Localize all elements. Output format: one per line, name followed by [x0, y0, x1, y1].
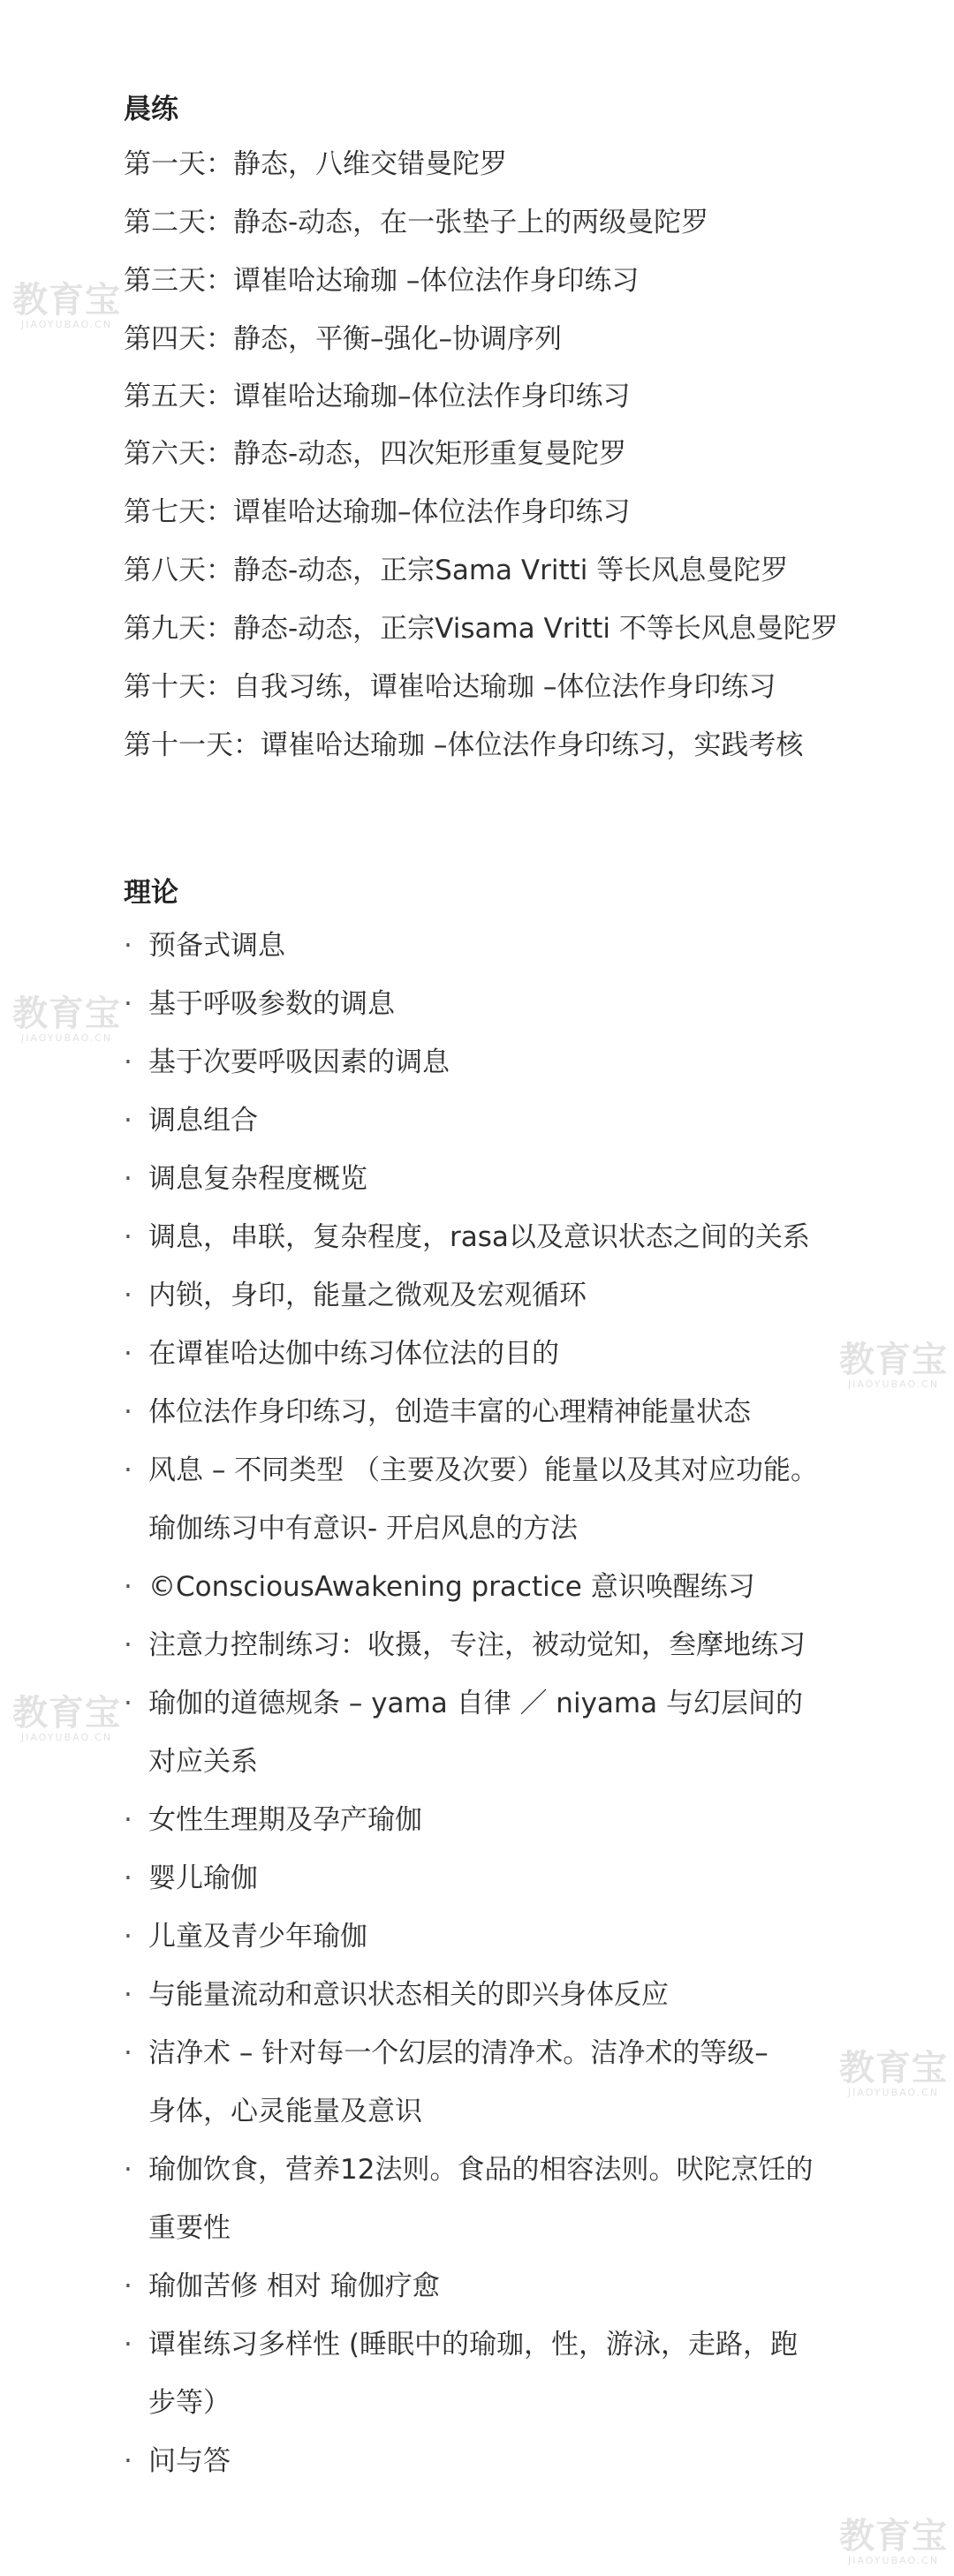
theory-item [124, 2036, 768, 2071]
theory-item-text: 儿童及青少年瑜伽 [148, 1921, 367, 1953]
theory-item [124, 1919, 367, 1954]
theory-item-text: 在谭崔哈达伽中练习体位法的目的 [148, 1338, 559, 1370]
morning-item: 第六天：静态-动态，四次矩形重复曼陀罗 [124, 438, 627, 470]
watermark-logo [839, 2047, 948, 2098]
theory-item [124, 2444, 231, 2479]
theory-item-text: 注意力控制练习：收摄，专注，被动觉知，叁摩地练习 [148, 1629, 806, 1661]
bullet-dot: · [124, 1163, 132, 1195]
watermark-text: 教育宝 [12, 993, 121, 1034]
morning-item: 第二天：静态-动态，在一张垫子上的两级曼陀罗 [124, 207, 709, 238]
bullet-dot: · [124, 2329, 132, 2361]
morning-item: 第八天：静态-动态，正宗Sama Vritti 等长风息曼陀罗 [124, 555, 789, 586]
theory-item [124, 1161, 367, 1197]
bullet-dot: · [124, 1804, 132, 1836]
bullet-dot: · [124, 1280, 132, 1311]
bullet-dot: · [124, 2270, 132, 2302]
theory-item [124, 1686, 803, 1721]
bullet-dot: · [124, 1688, 132, 1719]
theory-item-text: 基于呼吸参数的调息 [148, 988, 395, 1020]
theory-item-text: 瑜伽饮食，营养12法则。食品的相容法则。吠陀烹饪的 [148, 2154, 814, 2186]
theory-item [124, 986, 395, 1022]
bullet-dot: · [124, 1629, 132, 1661]
bullet-dot: · [124, 930, 132, 962]
morning-item: 第五天：谭崔哈达瑜珈–体位法作身印练习 [124, 381, 631, 412]
theory-item [124, 1569, 755, 1605]
theory-item-text: 婴儿瑜伽 [148, 1862, 258, 1894]
theory-item [124, 928, 285, 963]
theory-item [124, 2327, 798, 2362]
theory-item-text: 瑜伽的道德规条 – yama 自律 ／ niyama 与幻层间的 [148, 1688, 803, 1719]
theory-item-text: 与能量流动和意识状态相关的即兴身体反应 [148, 1979, 669, 2011]
theory-item [124, 1045, 450, 1080]
watermark-subtext: JIAOYUBAO.CN [20, 1732, 113, 1743]
morning-item: 第三天：谭崔哈达瑜珈 –体位法作身印练习 [124, 265, 640, 297]
bullet-dot: · [124, 988, 132, 1020]
morning-item: 第一天：静态，八维交错曼陀罗 [124, 148, 507, 180]
theory-item-text: 预备式调息 [148, 930, 285, 962]
theory-item-text: 调息组合 [148, 1105, 258, 1137]
theory-item-continuation: 重要性 [148, 2212, 231, 2244]
watermark-text: 教育宝 [839, 1339, 948, 1380]
theory-item-text: 体位法作身印练习，创造丰富的心理精神能量状态 [148, 1396, 751, 1428]
theory-item-text: 内锁，身印，能量之微观及宏观循环 [148, 1280, 587, 1311]
watermark-subtext: JIAOYUBAO.CN [847, 2087, 940, 2098]
theory-item [124, 1278, 587, 1313]
morning-item: 第十天：自我习练，谭崔哈达瑜珈 –体位法作身印练习 [124, 671, 776, 703]
watermark-logo [12, 993, 121, 1044]
watermark-logo [12, 279, 121, 330]
theory-item-text: 调息，串联，复杂程度，rasa以及意识状态之间的关系 [148, 1221, 810, 1253]
bullet-dot: · [124, 2037, 132, 2069]
bullet-dot: · [124, 1571, 132, 1603]
theory-item-continuation: 身体，心灵能量及意识 [148, 2096, 422, 2127]
theory-item-text: 调息复杂程度概览 [148, 1163, 367, 1195]
theory-item [124, 1453, 818, 1488]
watermark-text: 教育宝 [839, 2047, 948, 2089]
bullet-dot: · [124, 1046, 132, 1078]
theory-section-title: 理论 [124, 877, 178, 909]
theory-item [124, 1861, 258, 1896]
morning-section-title: 晨练 [124, 94, 178, 125]
bullet-dot: · [124, 1921, 132, 1953]
bullet-dot: · [124, 1862, 132, 1894]
watermark-text: 教育宝 [12, 1692, 121, 1734]
theory-item-text: 洁净术 – 针对每一个幻层的清净术。洁净术的等级– [148, 2037, 768, 2069]
bullet-dot: · [124, 2154, 132, 2186]
watermark-text: 教育宝 [839, 2515, 948, 2557]
theory-item [124, 1103, 258, 1138]
theory-item [124, 1802, 422, 1838]
watermark-subtext: JIAOYUBAO.CN [20, 319, 113, 330]
theory-item-text: 问与答 [148, 2445, 231, 2477]
theory-item [124, 2152, 813, 2187]
theory-item-continuation: 对应关系 [148, 1746, 258, 1778]
theory-item [124, 1977, 669, 2013]
theory-item [124, 1220, 810, 1255]
watermark-logo [12, 1692, 121, 1743]
theory-item-text: 风息 – 不同类型 （主要及次要）能量以及其对应功能。 [148, 1454, 819, 1486]
bullet-dot: · [124, 1105, 132, 1137]
theory-item-continuation: 瑜伽练习中有意识- 开启风息的方法 [148, 1513, 579, 1545]
watermark-subtext: JIAOYUBAO.CN [847, 1379, 940, 1390]
theory-item-text: 基于次要呼吸因素的调息 [148, 1046, 450, 1078]
theory-item [124, 1628, 806, 1663]
theory-item-text: 女性生理期及孕产瑜伽 [148, 1804, 422, 1836]
watermark-text: 教育宝 [12, 279, 121, 321]
watermark-logo [839, 2515, 948, 2566]
watermark-subtext: JIAOYUBAO.CN [20, 1032, 113, 1044]
morning-item: 第七天：谭崔哈达瑜珈–体位法作身印练习 [124, 496, 631, 528]
watermark-logo [839, 1339, 948, 1390]
theory-item [124, 2269, 440, 2304]
theory-item [124, 1394, 751, 1430]
bullet-dot: · [124, 1338, 132, 1370]
bullet-dot: · [124, 2445, 132, 2477]
theory-item [124, 1336, 559, 1371]
bullet-dot: · [124, 1979, 132, 2011]
theory-item-continuation: 步等） [148, 2387, 231, 2419]
theory-item-text: 瑜伽苦修 相对 瑜伽疗愈 [148, 2270, 440, 2302]
watermark-subtext: JIAOYUBAO.CN [847, 2555, 940, 2566]
theory-item-text: 谭崔练习多样性 (睡眠中的瑜珈，性，游泳，走路，跑 [148, 2329, 798, 2361]
morning-item: 第十一天：谭崔哈达瑜珈 –体位法作身印练习，实践考核 [124, 729, 804, 761]
morning-item: 第九天：静态-动态，正宗Visama Vritti 不等长风息曼陀罗 [124, 613, 838, 645]
theory-item-text: ©ConsciousAwakening practice 意识唤醒练习 [148, 1571, 755, 1603]
morning-item: 第四天：静态，平衡–强化–协调序列 [124, 323, 562, 355]
bullet-dot: · [124, 1396, 132, 1428]
bullet-dot: · [124, 1454, 132, 1486]
bullet-dot: · [124, 1221, 132, 1253]
